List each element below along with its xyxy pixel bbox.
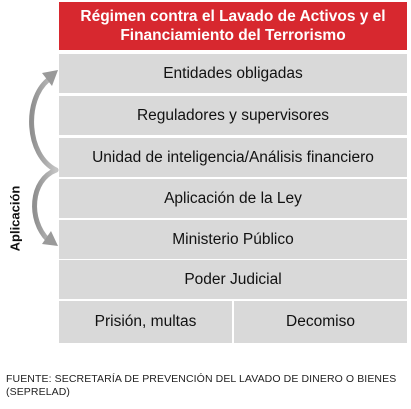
layer-poder-judicial: Poder Judicial bbox=[59, 260, 407, 299]
outcome-prision-multas: Prisión, multas bbox=[59, 301, 232, 343]
side-label bbox=[5, 178, 25, 258]
flow-arrows bbox=[20, 60, 62, 255]
lower-curved-arrow bbox=[35, 170, 56, 240]
layer-ministerio-publico: Ministerio Público bbox=[59, 220, 407, 259]
outcomes-row bbox=[59, 301, 407, 343]
side-label-text: Aplicación bbox=[7, 185, 23, 251]
outcome-decomiso: Decomiso bbox=[232, 301, 407, 343]
diagram-title: Régimen contra el Lavado de Activos y el Financiamiento del Terrorismo bbox=[59, 2, 407, 50]
layer-unidad-inteligencia: Unidad de inteligencia/Análisis financiero bbox=[59, 138, 407, 177]
source-note: FUENTE: SECRETARÍA DE PREVENCIÓN DEL LAVADO DE DINERO O BIENES (SEPRELAD) bbox=[6, 373, 397, 398]
layer-reguladores-supervisores: Reguladores y supervisores bbox=[59, 96, 407, 135]
layer-aplicacion-ley: Aplicación de la Ley bbox=[59, 179, 407, 218]
upper-curved-arrow bbox=[32, 80, 56, 170]
layer-entidades-obligadas: Entidades obligadas bbox=[59, 54, 407, 93]
